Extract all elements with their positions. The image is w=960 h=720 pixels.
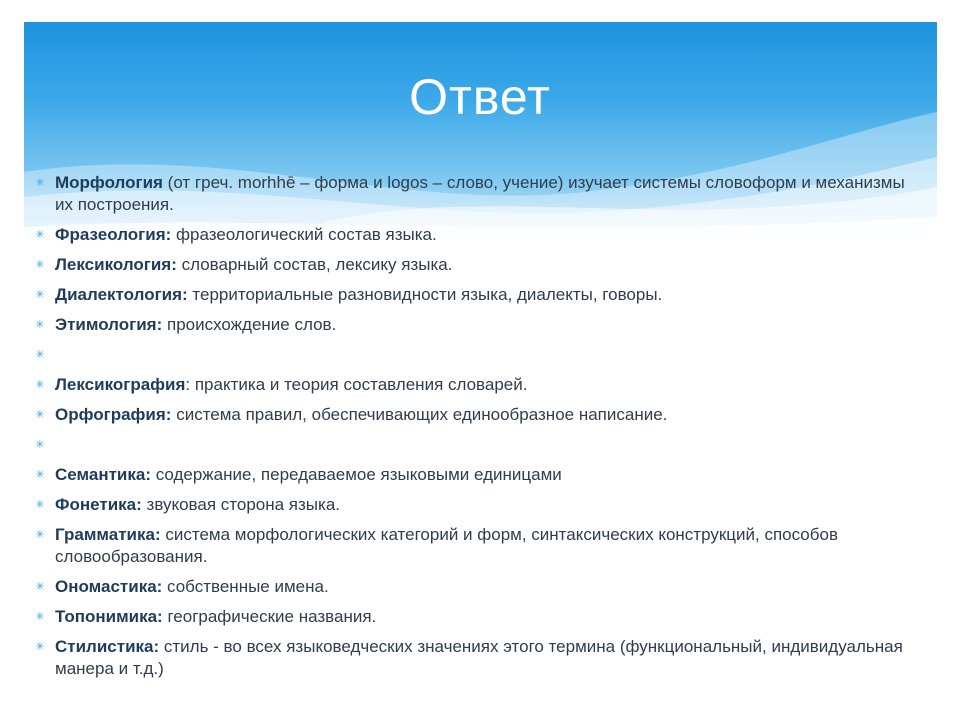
bullet-icon: ✳ — [35, 259, 45, 271]
bullet-icon: ✳ — [35, 611, 45, 623]
item-description: словарный состав, лексику языка. — [176, 255, 453, 274]
item-description: происхождение слов. — [162, 315, 337, 334]
bullet-icon: ✳ — [35, 229, 45, 241]
bullet-icon: ✳ — [35, 349, 45, 361]
bullet-icon: ✳ — [35, 499, 45, 511]
list-item — [34, 636, 914, 680]
item-description: : практика и теория составления словарей. — [185, 375, 528, 394]
item-term: Фразеология: — [55, 225, 172, 244]
list-item — [34, 374, 914, 396]
bullet-icon: ✳ — [35, 581, 45, 593]
item-description: система правил, обеспечивающих единообразное написание. — [171, 405, 668, 424]
bullet-icon: ✳ — [35, 469, 45, 481]
item-term: Морфология — [55, 173, 163, 192]
list-item — [34, 524, 914, 568]
bullet-icon: ✳ — [35, 379, 45, 391]
list-item — [34, 314, 914, 336]
item-term: Лексикология: — [55, 255, 177, 274]
item-term: Топонимика: — [55, 607, 163, 626]
list-item — [34, 464, 914, 486]
item-description: содержание, передаваемое языковыми единицами — [150, 465, 562, 484]
item-description: территориальные разновидности языка, диалекты, говоры. — [187, 285, 663, 304]
list-item — [34, 576, 914, 598]
item-term: Орфография: — [55, 405, 172, 424]
item-term: Диалектология: — [55, 285, 188, 304]
slide-title: Ответ — [409, 69, 551, 125]
list-item — [34, 494, 914, 516]
list-item — [34, 224, 914, 246]
item-term: Этимология: — [55, 315, 163, 334]
content-list — [34, 172, 914, 688]
list-item — [34, 606, 914, 628]
list-item — [34, 172, 914, 216]
bullet-icon: ✳ — [35, 641, 45, 653]
bullet-icon: ✳ — [35, 529, 45, 541]
list-item — [34, 434, 914, 456]
item-description: собственные имена. — [162, 577, 329, 596]
list-item — [34, 284, 914, 306]
item-description: стиль - во всех языковедческих значениях этого термина (функциональный, индивидуальная манера и т.д.) — [55, 637, 903, 678]
item-term: Стилистика: — [55, 637, 160, 656]
item-description: система морфологических категорий и форм, синтаксических конструкций, способов словообразования. — [55, 525, 838, 566]
list-item — [34, 254, 914, 276]
item-description: (от греч. morhhē – форма и logos – слово, учение) изучает системы словоформ и механизмы их построения. — [55, 173, 905, 214]
item-term: Ономастика: — [55, 577, 163, 596]
bullet-icon: ✳ — [35, 319, 45, 331]
item-description: географические названия. — [162, 607, 377, 626]
item-description: звуковая сторона языка. — [141, 495, 341, 514]
list-item — [34, 404, 914, 426]
bullet-icon: ✳ — [35, 409, 45, 421]
list-item — [34, 344, 914, 366]
item-term: Семантика: — [55, 465, 151, 484]
item-term: Грамматика: — [55, 525, 161, 544]
bullet-icon: ✳ — [35, 439, 45, 451]
item-description: фразеологический состав языка. — [171, 225, 437, 244]
item-term: Фонетика: — [55, 495, 142, 514]
bullet-icon: ✳ — [35, 177, 45, 189]
item-term: Лексикография — [55, 375, 186, 394]
bullet-icon: ✳ — [35, 289, 45, 301]
